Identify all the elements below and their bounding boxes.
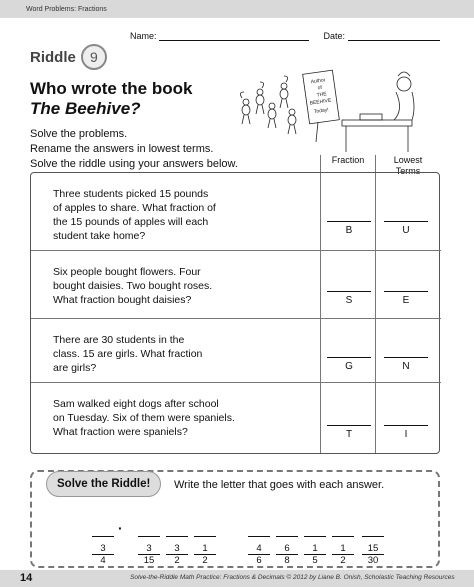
date-label: Date: (323, 31, 346, 41)
fraction-answer-blank[interactable] (327, 425, 371, 440)
fraction-denominator: 6 (248, 554, 270, 566)
problem-1 (31, 173, 441, 251)
lowest-answer-blank[interactable] (384, 291, 428, 306)
problem-4 (31, 383, 441, 453)
copyright-line: Solve-the-Riddle Math Practice: Fractions & Decimals © 2012 by Liane B. Onish, Scholastic Teaching Resources (130, 574, 455, 581)
name-date-line (130, 31, 440, 41)
riddle-number: 9 (81, 44, 107, 70)
fraction-numerator: 3 (146, 543, 152, 554)
problem-line: the 15 pounds of apples will each (53, 216, 209, 228)
fraction-denominator: 15 (138, 554, 160, 566)
answer-letter: I (404, 429, 408, 440)
instructions (30, 127, 238, 172)
fraction-denominator: 8 (276, 554, 298, 566)
fraction-numerator: 3 (100, 543, 106, 554)
name-label: Name: (130, 31, 157, 41)
author-signing-illustration (232, 62, 430, 156)
riddle-answer-slot[interactable] (92, 536, 114, 566)
problem-line: student take home? (53, 230, 146, 242)
problem-text (53, 187, 313, 243)
page-footer (0, 570, 474, 587)
sign-line-1: Author (310, 77, 326, 86)
riddle-answer-slot[interactable] (138, 536, 160, 566)
riddle-answer-slot[interactable] (194, 536, 216, 566)
riddle-answer-slot[interactable] (276, 536, 298, 566)
fraction-numerator: 6 (284, 543, 290, 554)
terms-header-text: Terms (395, 166, 421, 176)
problem-line: are girls? (53, 362, 97, 374)
problem-line: Six people bought flowers. Four (53, 266, 201, 278)
fraction-denominator: 2 (194, 554, 216, 566)
fraction-denominator: 30 (362, 554, 384, 566)
sign-line-2: of (317, 84, 323, 92)
answer-letter: U (402, 225, 410, 236)
fraction-denominator: 5 (304, 554, 326, 566)
sign-line-5: Today! (313, 107, 330, 116)
problem-line: What fraction bought daisies? (53, 294, 192, 306)
problem-line: on Tuesday. Six of them were spaniels. (53, 412, 235, 424)
lowest-answer-blank[interactable] (384, 357, 428, 372)
problem-line: class. 15 are girls. What fraction (53, 348, 203, 360)
fraction-numerator: 15 (367, 543, 379, 554)
section-tab: Word Problems: Fractions (26, 6, 107, 13)
answer-letter: S (345, 295, 353, 306)
date-blank[interactable] (348, 40, 440, 41)
riddle-tag (30, 44, 107, 70)
riddle-answer-slot[interactable] (332, 536, 354, 566)
fraction-numerator: 1 (202, 543, 208, 554)
riddle-answer-slot[interactable] (304, 536, 326, 566)
name-blank[interactable] (159, 40, 309, 41)
fraction-numerator: 3 (174, 543, 180, 554)
fraction-denominator: 2 (332, 554, 354, 566)
problem-text (53, 265, 313, 307)
problem-3 (31, 319, 441, 383)
answer-letter: T (345, 429, 353, 440)
problem-line: Three students picked 15 pounds (53, 188, 209, 200)
sign-line-4: BEEHIVE (309, 97, 332, 107)
fraction-column-header (322, 155, 374, 166)
answer-letter: G (345, 361, 353, 372)
answer-letter: B (345, 225, 353, 236)
fraction-answer-blank[interactable] (327, 357, 371, 372)
title-line-1: Who wrote the book (30, 79, 193, 98)
fraction-header-text: Fraction (331, 155, 365, 165)
lowest-answer-blank[interactable] (384, 425, 428, 440)
problem-line: of apples to share. What fraction of (53, 202, 216, 214)
riddle-answer-slot[interactable] (166, 536, 188, 566)
instruction-1: Solve the problems. (30, 128, 128, 140)
problem-line: bought daisies. Two bought roses. (53, 280, 213, 292)
answer-letter: N (402, 361, 410, 372)
lowest-answer-blank[interactable] (384, 221, 428, 236)
fraction-numerator: 1 (340, 543, 346, 554)
problem-text (53, 333, 313, 375)
sign-line-3: THE (316, 91, 328, 99)
riddle-word: Riddle (30, 48, 76, 66)
instruction-3: Solve the riddle using your answers below. (30, 158, 238, 170)
page-number: 14 (20, 572, 33, 584)
solve-riddle-box (30, 470, 440, 568)
problem-line: What fraction were spaniels? (53, 426, 188, 438)
problem-text (53, 397, 313, 439)
fraction-answer-blank[interactable] (327, 221, 371, 236)
problem-line: Sam walked eight dogs after school (53, 398, 219, 410)
page-title (30, 79, 192, 119)
problem-2 (31, 251, 441, 319)
fraction-denominator: 4 (92, 554, 114, 566)
solve-riddle-title: Solve the Riddle! (46, 471, 161, 497)
lowest-header-text: Lowest (393, 155, 423, 165)
problems-box (30, 172, 440, 454)
fraction-numerator: 1 (312, 543, 318, 554)
fraction-denominator: 2 (166, 554, 188, 566)
fraction-numerator: 4 (256, 543, 262, 554)
riddle-answer-slot[interactable] (362, 536, 384, 566)
title-line-2: The Beehive? (30, 99, 141, 118)
fraction-answer-blank[interactable] (327, 291, 371, 306)
solve-riddle-instruction: Write the letter that goes with each answer. (174, 479, 385, 491)
instruction-2: Rename the answers in lowest terms. (30, 143, 214, 155)
riddle-answer-slot[interactable] (248, 536, 270, 566)
problem-line: There are 30 students in the (53, 334, 185, 346)
answer-letter: E (402, 295, 410, 306)
bee-figures-icon (240, 76, 296, 134)
riddle-dot: · (118, 520, 123, 536)
